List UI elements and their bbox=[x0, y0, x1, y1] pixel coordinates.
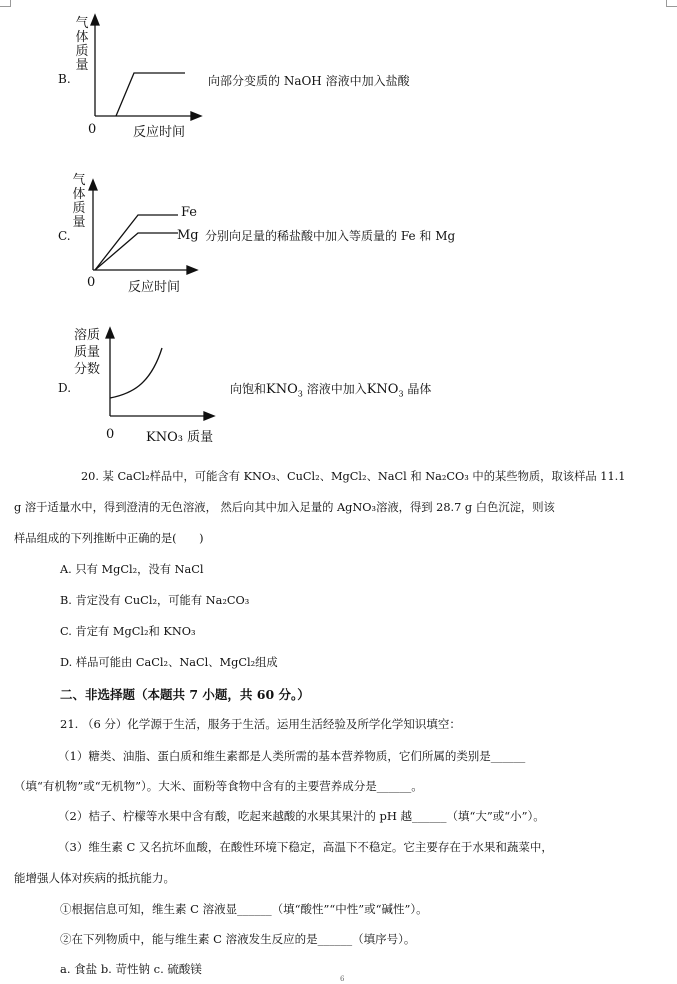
y-axis-label bbox=[74, 327, 100, 378]
graph-description: 向部分变质的 NaOH 溶液中加入盐酸 bbox=[208, 74, 410, 88]
line-label-mg: Mg bbox=[177, 228, 199, 243]
y-label-char: 体 bbox=[72, 187, 86, 202]
q20-option-a: A. 只有 MgCl₂，没有 NaCl bbox=[60, 563, 204, 576]
y-label-line: 分数 bbox=[74, 362, 101, 377]
y-label-char: 量 bbox=[75, 58, 89, 73]
q21-intro: 21. （6 分）化学源于生活，服务于生活。运用生活经验及所学化学知识填空： bbox=[60, 717, 461, 731]
x-axis-arrow bbox=[187, 266, 197, 274]
line-label-fe: Fe bbox=[181, 205, 198, 220]
q21-part1-line2: （填“有机物”或“无机物”）。大米、面粉等食物中含有的主要营养成分是______。 bbox=[14, 779, 423, 793]
desc-part: 晶体 bbox=[407, 382, 432, 396]
curve bbox=[116, 73, 185, 116]
origin-label: 0 bbox=[106, 427, 115, 442]
x-axis-label: 反应时间 bbox=[128, 280, 181, 295]
y-label-char: 质 bbox=[75, 44, 89, 59]
q20-line: 20. 某 CaCl₂样品中，可能含有 KNO₃、CuCl₂、MgCl₂、NaCl 和 Na₂CO₃ 中的某些物质，取该样品 11.1 bbox=[81, 470, 626, 483]
corner-mark-right bbox=[666, 0, 677, 7]
q20-option-c: C. 肯定有 MgCl₂和 KNO₃ bbox=[60, 625, 196, 638]
origin-label: 0 bbox=[87, 275, 96, 290]
x-axis-label: KNO₃ 质量 bbox=[146, 430, 214, 445]
formula-subscript: 3 bbox=[297, 389, 303, 399]
curve-mg bbox=[95, 233, 178, 270]
desc-part: 溶液中加入 bbox=[306, 382, 367, 396]
option-letter: C. bbox=[58, 229, 71, 243]
option-letter: B. bbox=[58, 72, 71, 86]
y-label-char: 体 bbox=[75, 30, 89, 45]
graph-description bbox=[230, 380, 431, 398]
corner-mark-left bbox=[0, 0, 11, 7]
section-heading: 二、非选择题（本题共 7 小题，共 60 分。） bbox=[60, 687, 310, 702]
x-axis-arrow bbox=[191, 112, 201, 120]
q20-option-d: D. 样品可能由 CaCl₂、NaCl、MgCl₂组成 bbox=[60, 656, 278, 669]
y-axis-arrow bbox=[89, 180, 97, 190]
x-axis-label: 反应时间 bbox=[133, 125, 186, 140]
graph-c-axes bbox=[83, 170, 203, 280]
q20-option-b: B. 肯定没有 CuCl₂，可能有 Na₂CO₃ bbox=[60, 594, 250, 607]
y-label-line: 质量 bbox=[74, 345, 101, 360]
graph-description: 分别向足量的稀盐酸中加入等质量的 Fe 和 Mg bbox=[205, 229, 456, 243]
q21-part3-line2: 能增强人体对疾病的抵抗能力。 bbox=[14, 871, 175, 885]
q21-part2: （2）桔子、柠檬等水果中含有酸，吃起来越酸的水果其果汁的 pH 越______（填“大”或“小”）。 bbox=[58, 809, 545, 823]
y-label-char: 气 bbox=[75, 16, 89, 31]
q20-line: g 溶于适量水中，得到澄清的无色溶液， 然后向其中加入足量的 AgNO₃溶液，得到 28.7 g 白色沉淀，则该 bbox=[14, 501, 555, 514]
curve-fe bbox=[95, 215, 178, 270]
page-number: 6 bbox=[340, 975, 345, 983]
q21-part1-line1: （1）糖类、油脂、蛋白质和维生素都是人类所需的基本营养物质，它们所属的类别是______ bbox=[58, 749, 526, 763]
x-axis-arrow bbox=[204, 412, 214, 420]
y-label-char: 气 bbox=[72, 173, 86, 188]
q21-part3-line1: （3）维生素 C 又名抗坏血酸，在酸性环境下稳定，高温下不稳定。它主要存在于水果和蔬菜中， bbox=[58, 840, 553, 854]
curve bbox=[110, 348, 162, 398]
formula-subscript: 3 bbox=[398, 389, 404, 399]
q21-sub2: ②在下列物质中，能与维生素 C 溶液发生反应的是______（填序号）。 bbox=[60, 932, 416, 946]
q20-line: 样品组成的下列推断中正确的是( ) bbox=[14, 532, 204, 545]
y-label-char: 量 bbox=[72, 215, 86, 230]
y-label-char: 质 bbox=[72, 201, 86, 216]
graph-b-axes bbox=[85, 5, 205, 125]
desc-part: 向饱和 bbox=[230, 382, 267, 396]
q21-choices: a. 食盐 b. 苛性钠 c. 硫酸镁 bbox=[60, 962, 202, 976]
q21-sub1: ①根据信息可知，维生素 C 溶液显______（填“酸性”“中性”或“碱性”）。 bbox=[60, 902, 428, 916]
kno3-formula: KNO bbox=[366, 382, 399, 397]
y-label-line: 溶质 bbox=[74, 328, 101, 343]
y-axis-arrow bbox=[106, 328, 114, 338]
origin-label: 0 bbox=[88, 122, 97, 137]
option-letter: D. bbox=[58, 381, 72, 395]
y-axis-arrow bbox=[91, 15, 99, 25]
kno3-formula: KNO bbox=[266, 382, 298, 397]
graph-d-axes bbox=[100, 318, 220, 428]
